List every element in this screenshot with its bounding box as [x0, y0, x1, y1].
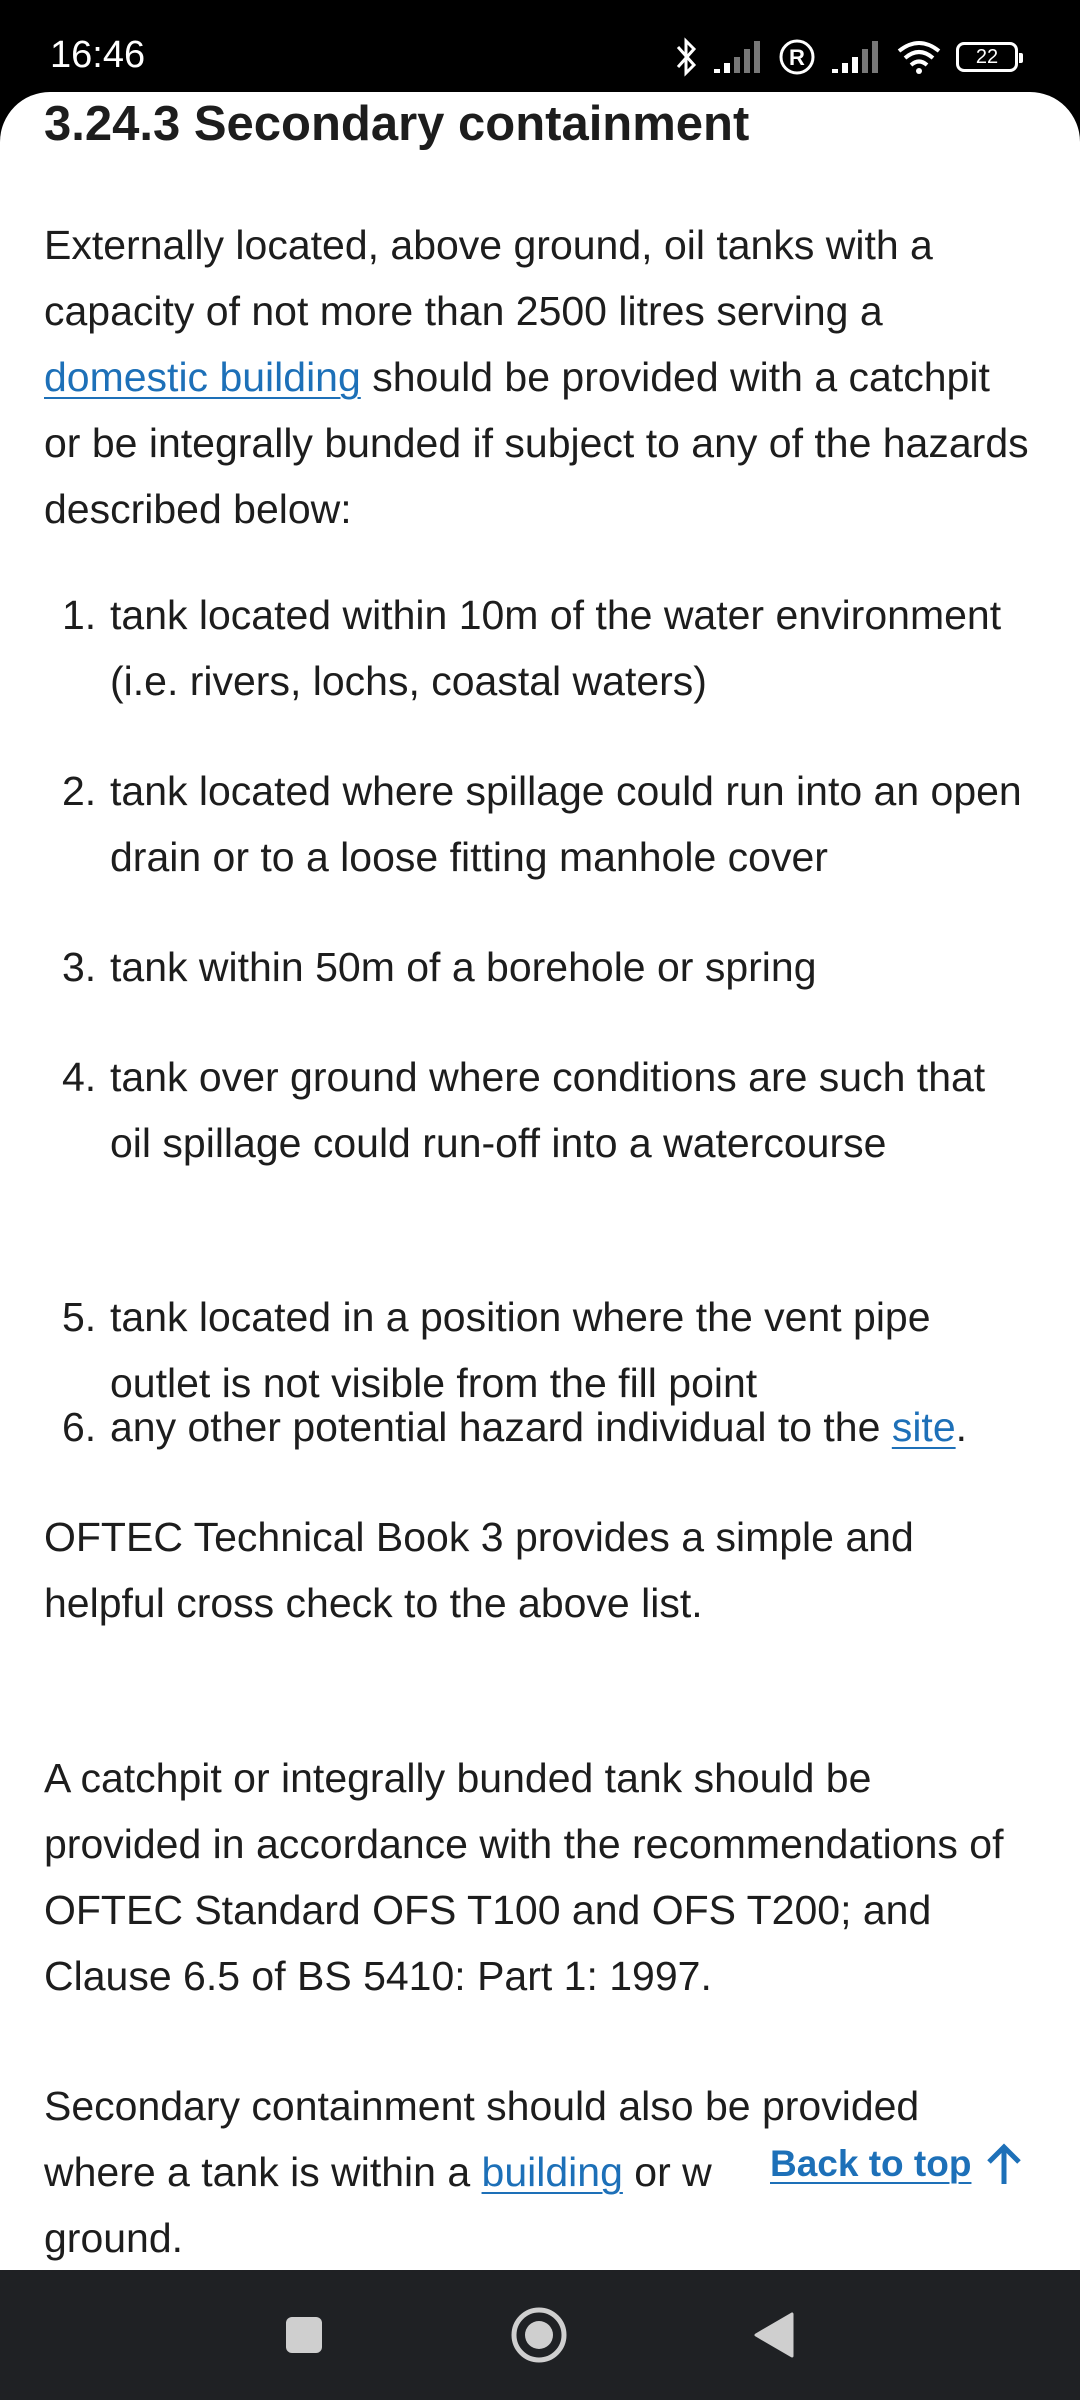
intro-paragraph [44, 212, 1036, 542]
list-text: tank over ground where conditions are such that oil spillage could run-off into a watercourse [110, 1054, 986, 1166]
page-content [0, 92, 1080, 2270]
wifi-icon [896, 39, 942, 75]
signal-icon-2 [830, 39, 882, 75]
list-text: tank located in a position where the vent pipe outlet is not visible from the fill point [110, 1294, 931, 1406]
last-para-text-2: or w [622, 2149, 712, 2195]
building-link[interactable]: building [481, 2149, 623, 2195]
last-para-text-3: ground. [44, 2215, 184, 2261]
catchpit-paragraph: A catchpit or integrally bunded tank should be provided in accordance with the recommendations of OFTEC Standard OFS T100 and OFS T200; and Clause 6.5 of BS 5410: Part 1: 1997. [44, 1755, 1004, 1999]
list-number: 1. [62, 592, 97, 638]
square-icon [284, 2315, 324, 2355]
home-button[interactable] [479, 2270, 599, 2400]
list-number: 4. [62, 1054, 97, 1100]
signal-icon [712, 39, 764, 75]
last-para-text-1: Secondary containment should also be provided where a tank is within a [44, 2083, 920, 2195]
registered-icon [778, 38, 816, 76]
list-text: tank located within 10m of the water environment (i.e. rivers, lochs, coastal waters) [110, 592, 1002, 704]
list-number: 6. [62, 1404, 97, 1450]
section-title: 3.24.3 Secondary containment [44, 97, 750, 151]
back-button[interactable] [714, 2270, 834, 2400]
hazard6-period: . [955, 1404, 968, 1450]
svg-text:R: R [789, 45, 805, 70]
oftec-paragraph: OFTEC Technical Book 3 provides a simple and helpful cross check to the above list. [44, 1514, 914, 1626]
intro-text-1: Externally located, above ground, oil tanks with a capacity of not more than 2500 litres serving a [44, 222, 933, 334]
recents-button[interactable] [244, 2270, 364, 2400]
back-to-top-label: Back to top [770, 2143, 972, 2184]
arrow-up-icon [985, 2142, 1023, 2186]
status-time: 16:46 [50, 34, 146, 76]
status-icons [674, 34, 1018, 80]
intro-text-2: should be provided with a catchpit or be integrally bunded if subject to any of the hazards described below: [44, 354, 1029, 532]
system-nav-bar [0, 2270, 1080, 2400]
back-triangle-icon [752, 2311, 796, 2359]
site-link[interactable]: site [891, 1404, 956, 1450]
list-text: tank within 50m of a borehole or spring [110, 944, 817, 990]
domestic-building-link[interactable]: domestic building [44, 354, 361, 400]
back-to-top-link[interactable] [752, 2132, 1037, 2196]
battery-level: 22 [975, 45, 999, 68]
hazard6-text: any other potential hazard individual to the [110, 1404, 892, 1450]
list-text [110, 1394, 1030, 1460]
list-text: tank located where spillage could run into an open drain or to a loose fitting manhole cover [110, 768, 1022, 880]
battery-indicator [956, 42, 1018, 72]
list-number: 5. [62, 1294, 97, 1340]
list-number: 2. [62, 768, 97, 814]
bluetooth-icon [674, 37, 698, 77]
home-circle-icon [509, 2305, 569, 2365]
list-number: 3. [62, 944, 97, 990]
